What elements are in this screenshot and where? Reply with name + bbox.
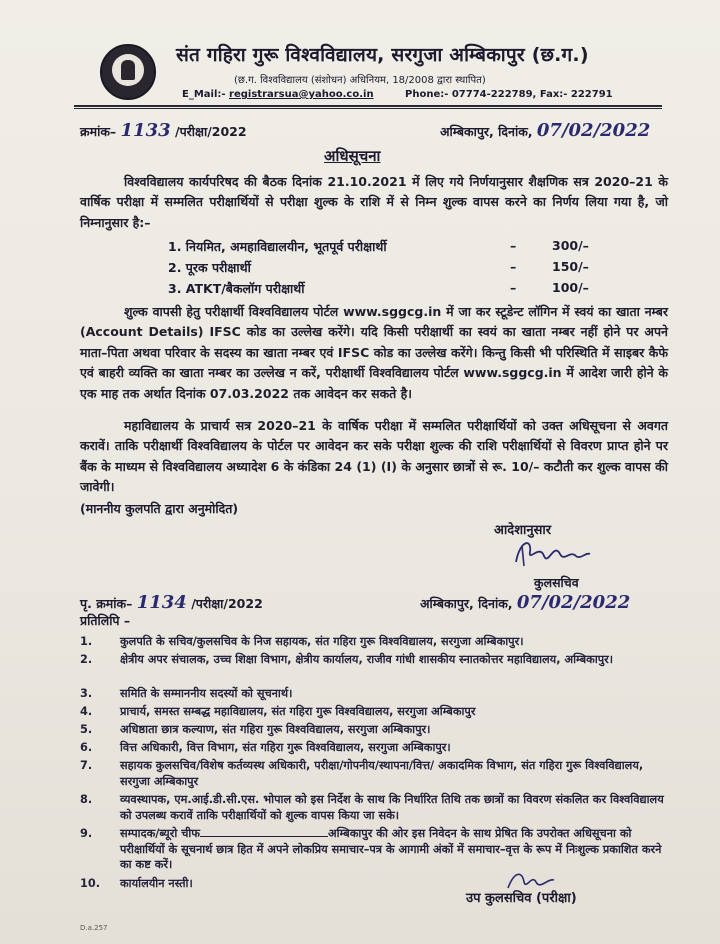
copy-item-text: व्यवस्थापक, एम.आई.डी.सी.एस. भोपाल को इस निर्देश के साथ कि निर्धारित तिथि तक छात्रों का विवरण संकलित कर विश्वविद्यालय को उपलब्ध करावें ताकि परीक्षार्थियों को शुल्क वापस किया जा सके। — [120, 793, 664, 822]
footer-code: D.a.257 — [80, 924, 108, 932]
copy-list-item — [80, 826, 670, 874]
order-prefix: क्रमांक– — [80, 124, 117, 139]
order-place-date-label: अम्बिकापुर, दिनांक, — [440, 124, 533, 139]
order-date-line — [440, 120, 650, 141]
copy-item-text: अधिष्ठाता छात्र कल्याण, संत गहिरा गुरू विश्वविद्यालय, सरगुजा अम्बिकापुर। — [120, 723, 431, 736]
deputy-registrar-designation: उप कुलसचिव (परीक्षा) — [466, 891, 577, 906]
copy-date-line — [420, 592, 630, 613]
copy-list-item — [80, 740, 670, 756]
order-by-text: आदेशानुसार — [494, 523, 552, 538]
copy-item-number: 8. — [80, 793, 93, 806]
email-address: registrarsua@yahoo.co.in — [229, 89, 374, 100]
copy-prefix: पृ. क्रमांक– — [80, 596, 133, 611]
copy-item-text: कुलपति के सचिव/कुलसचिव के निज सहायक, संत गहिरा गुरू विश्वविद्यालय, सरगुजा अम्बिकापुर। — [120, 635, 524, 648]
principal-instruction-paragraph — [80, 416, 668, 498]
intro-paragraph — [80, 172, 668, 233]
registrar-designation: कुलसचिव — [534, 575, 579, 590]
email-line — [182, 89, 374, 100]
blank-fill-line — [200, 826, 328, 837]
university-name: संत गहिरा गुरू विश्वविद्यालय, सरगुजा अम्बिकापुर (छ.ग.) — [176, 44, 589, 66]
copy-item-text: सहायक कुलसचिव/विशेष कर्तव्यस्थ अधिकारी, परीक्षा/गोपनीय/स्थापना/वित्त/ अकादमिक विभाग, संत गहिरा गुरू विश्वविद्यालय, सरगुजा अम्बिकापुर — [120, 759, 644, 788]
fee-item-2-dash: – — [510, 259, 517, 274]
editor-label: सम्पादक/ब्यूरो चीफ — [120, 827, 201, 840]
editor-request-text: अम्बिकापुर की ओर इस निवेदन के साथ प्रेषित कि उपरोक्त अधिसूचना को परीक्षार्थियों के सूचनार्थ छात्र हित में अपने लोकप्रिय समाचार–पत्र के आगामी अंकों में समाचार–वृत्त के रूप में निःशुल्क प्रकाशित करने का कष्ट करें। — [120, 827, 662, 871]
copy-suffix: /परीक्षा/2022 — [191, 596, 263, 611]
phone-fax: Phone:- 07774-222789, Fax:- 222791 — [405, 89, 613, 100]
establishment-note: (छ.ग. विश्वविद्यालय (संशोधन) अधिनियम, 18/2008 द्वारा स्थापित) — [234, 75, 486, 86]
fee-item-3-amount: 100/– — [552, 280, 589, 295]
copy-list-item — [80, 792, 670, 824]
fee-item-2-label: 2. पूरक परीक्षार्थी — [168, 260, 251, 275]
notification-title: अधिसूचना — [324, 147, 381, 165]
copy-item-number: 2. — [80, 653, 93, 666]
copy-list-item — [80, 722, 670, 738]
fee-item-1-amount: 300/– — [552, 238, 589, 253]
copy-place-date-label: अम्बिकापुर, दिनांक, — [420, 596, 513, 611]
fee-item-3-dash: – — [510, 280, 517, 295]
copy-list-item — [80, 704, 670, 720]
copy-item-number: 4. — [80, 705, 93, 718]
copy-item-number: 5. — [80, 723, 93, 736]
header-rule — [74, 105, 662, 107]
copy-item-text: क्षेत्रीय अपर संचालक, उच्च शिक्षा विभाग, क्षेत्रीय कार्यालय, राजीव गांधी शासकीय स्नातकोत्तर महाविद्यालय, अम्बिकापुर। — [120, 653, 614, 666]
order-date-handwritten: 07/02/2022 — [536, 120, 651, 141]
copy-list-item — [80, 652, 670, 684]
copy-list-item — [80, 634, 670, 650]
fee-item-2-amount: 150/– — [552, 259, 589, 274]
copy-item-number: 6. — [80, 741, 93, 754]
registrar-signature — [510, 536, 594, 570]
copy-item-number: 1. — [80, 635, 93, 648]
refund-process-text: शुल्क वापसी हेतु परीक्षार्थी विश्वविद्यालय पोर्टल www.sggcg.in में जा कर स्टूडेन्ट लॉगिन में स्वयं का खाता नम्बर (Account Details) IFSC कोड का उल्लेख करेंगे। यदि किसी परीक्षार्थी का स्वयं का खाता नम्बर नहीं होने पर अपने माता–पिता अथवा परिवार के सदस्य का खाता नम्बर एवं IFSC कोड का उल्लेख करेंगे। किन्तु किसी भी परिस्थिति में साइबर कैफे एवं बाहरी व्यक्ति का खाता नम्बर का उल्लेख न करें, परीक्षार्थी विश्वविद्यालय पोर्टल www.sggcg.in में आदेश जारी होने के एक माह तक अर्थात दिनांक 07.03.2022 तक आवेदन कर सकते है। — [80, 304, 668, 401]
copy-item-number: 9. — [80, 827, 93, 840]
copy-item-text: समिति के सम्माननीय सदस्यों को सूचनार्थ। — [120, 687, 293, 700]
copy-item-text: कार्यालयीन नस्ती। — [120, 877, 193, 890]
fee-item-3-label: 3. ATKT/बैकलॉग परीक्षार्थी — [168, 281, 305, 296]
copy-date-handwritten: 07/02/2022 — [516, 592, 631, 613]
copy-number-handwritten: 1134 — [136, 592, 187, 613]
fee-item-1-dash: – — [510, 238, 517, 253]
copy-list-item — [80, 686, 670, 702]
email-label: E_Mail:- — [182, 89, 226, 100]
fee-item-1-label: 1. नियमित, अमहाविद्यालयीन, भूतपूर्व परीक्षार्थी — [168, 239, 387, 254]
copy-item-text: प्राचार्य, समस्त सम्बद्ध महाविद्यालय, संत गहिरा गुरू विश्वविद्यालय, सरगुजा अम्बिकापुर — [120, 705, 476, 718]
copy-item-number: 10. — [80, 877, 101, 890]
principal-instruction-text: महाविद्यालय के प्राचार्य सत्र 2020–21 के वार्षिक परीक्षा में सम्मलित परीक्षार्थियों को उक्त अधिसूचना से अवगत करावें। ताकि परीक्षार्थी विश्वविद्यालय के पोर्टल पर आवेदन कर सके परीक्षा शुल्क की राशि परीक्षार्थियों से विवरण प्राप्त होने पर बैंक के माध्यम से विश्वविद्यालय अध्यादेश 6 के कंडिका 24 (1) (I) के अनुसार छात्रों से रू. 10/– कटौती कर शुल्क वापस की जावेगी। — [80, 418, 668, 495]
copy-list-item — [80, 876, 670, 892]
copy-list-item — [80, 758, 670, 790]
copy-number-line — [80, 592, 263, 613]
order-suffix: /परीक्षा/2022 — [175, 124, 247, 139]
order-number-line — [80, 120, 247, 141]
copy-item-number: 3. — [80, 687, 93, 700]
intro-text: विश्वविद्यालय कार्यपरिषद की बैठक दिनांक 21.10.2021 में लिए गये निर्णयानुसार शैक्षणिक सत्र 2020–21 के वार्षिक परीक्षा में सम्मलित परीक्षार्थियों से परीक्षा शुल्क के राशि में से निम्न शुल्क वापस करने का निर्णय लिया गया है, जो निम्नानुसार है:– — [80, 174, 668, 230]
order-number-handwritten: 1133 — [120, 120, 171, 141]
refund-process-paragraph — [80, 302, 668, 404]
approval-note: (माननीय कुलपति द्वारा अनुमोदित) — [80, 501, 239, 516]
copy-to-label: प्रतिलिपि – — [80, 613, 131, 628]
copy-item-number: 7. — [80, 759, 93, 772]
copy-item-text — [120, 826, 668, 873]
university-seal-logo — [100, 44, 156, 100]
header-rule-thin — [74, 108, 662, 109]
copy-item-text: वित्त अधिकारी, वित्त विभाग, संत गहिरा गुरू विश्वविद्यालय, सरगुजा अम्बिकापुर। — [120, 741, 451, 754]
